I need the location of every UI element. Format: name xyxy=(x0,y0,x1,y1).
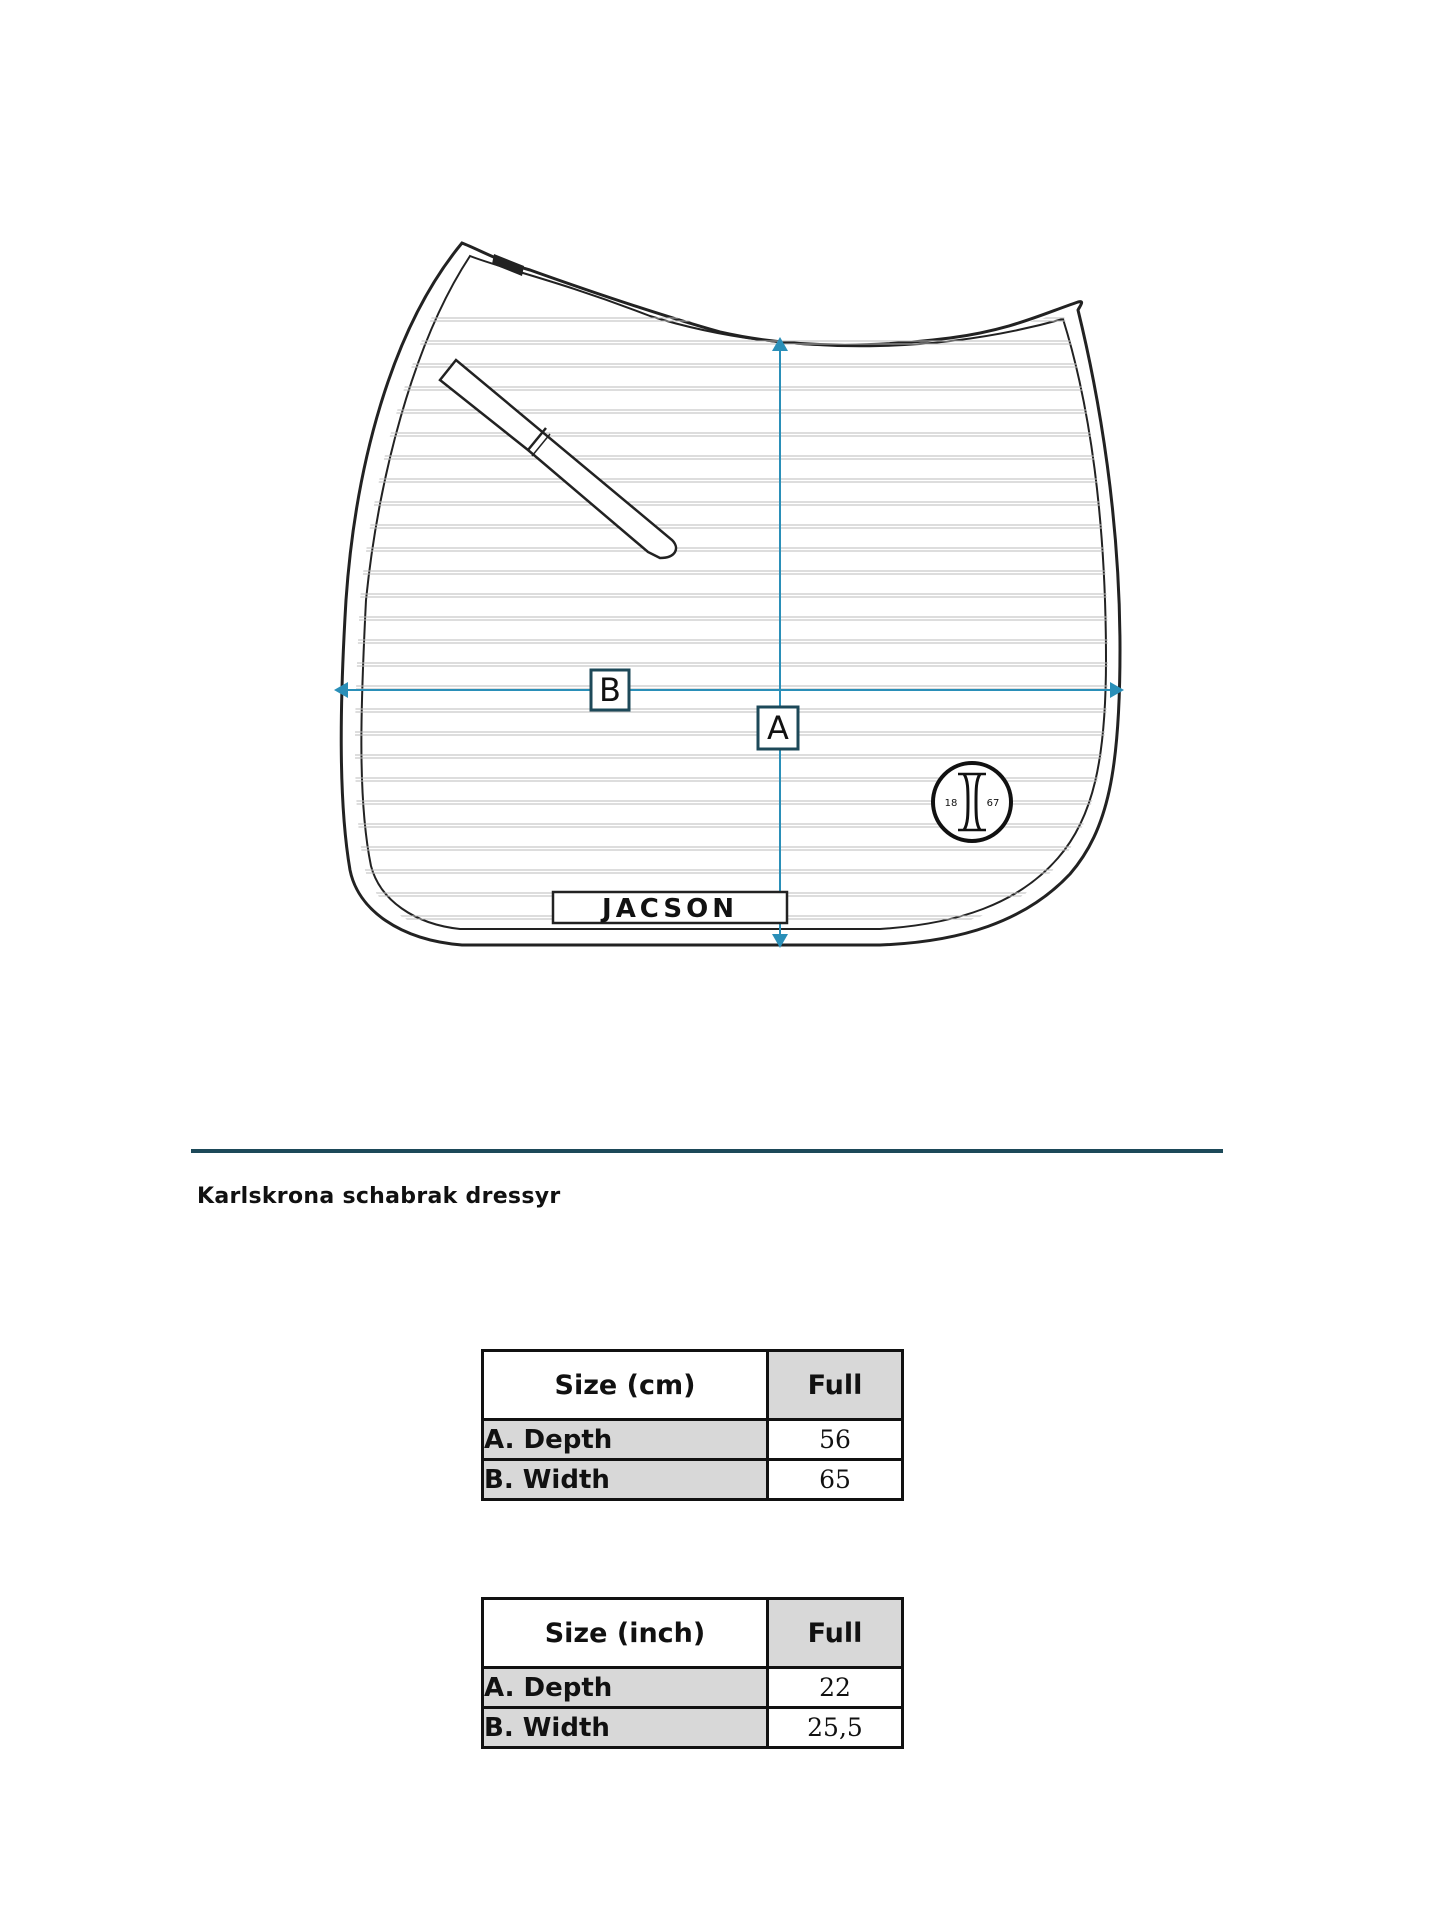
logo-year-left: 18 xyxy=(944,798,958,809)
row-value: 25,5 xyxy=(768,1708,903,1748)
table-header-label: Size (inch) xyxy=(483,1599,768,1668)
table-row xyxy=(483,1460,903,1500)
dimension-b-label: B xyxy=(599,671,621,709)
table-header-column: Full xyxy=(768,1599,903,1668)
table-header-row xyxy=(483,1599,903,1668)
row-label: B. Width xyxy=(483,1708,768,1748)
size-table-cm xyxy=(481,1349,904,1501)
dimension-a-label: A xyxy=(767,709,789,747)
table-row xyxy=(483,1668,903,1708)
product-title: Karlskrona schabrak dressyr xyxy=(197,1184,561,1209)
table-header-row xyxy=(483,1351,903,1420)
brand-logo xyxy=(933,763,1011,841)
row-value: 56 xyxy=(768,1420,903,1460)
logo-year-right: 67 xyxy=(986,798,1000,809)
row-label: B. Width xyxy=(483,1460,768,1500)
dimension-b-arrow xyxy=(334,682,1124,698)
pad-corner-tab xyxy=(492,254,524,276)
quilting-lines xyxy=(340,318,1120,919)
row-label: A. Depth xyxy=(483,1420,768,1460)
dimension-b-marker xyxy=(591,670,629,710)
brand-label-patch xyxy=(553,892,787,924)
row-value: 22 xyxy=(768,1668,903,1708)
table-row xyxy=(483,1420,903,1460)
size-table-inch xyxy=(481,1597,904,1749)
row-label: A. Depth xyxy=(483,1668,768,1708)
table-header-column: Full xyxy=(768,1351,903,1420)
row-value: 65 xyxy=(768,1460,903,1500)
dimension-a-marker xyxy=(758,707,798,749)
table-row xyxy=(483,1708,903,1748)
section-divider xyxy=(191,1149,1223,1153)
brand-label-text: JACSON xyxy=(602,894,738,924)
table-header-label: Size (cm) xyxy=(483,1351,768,1420)
